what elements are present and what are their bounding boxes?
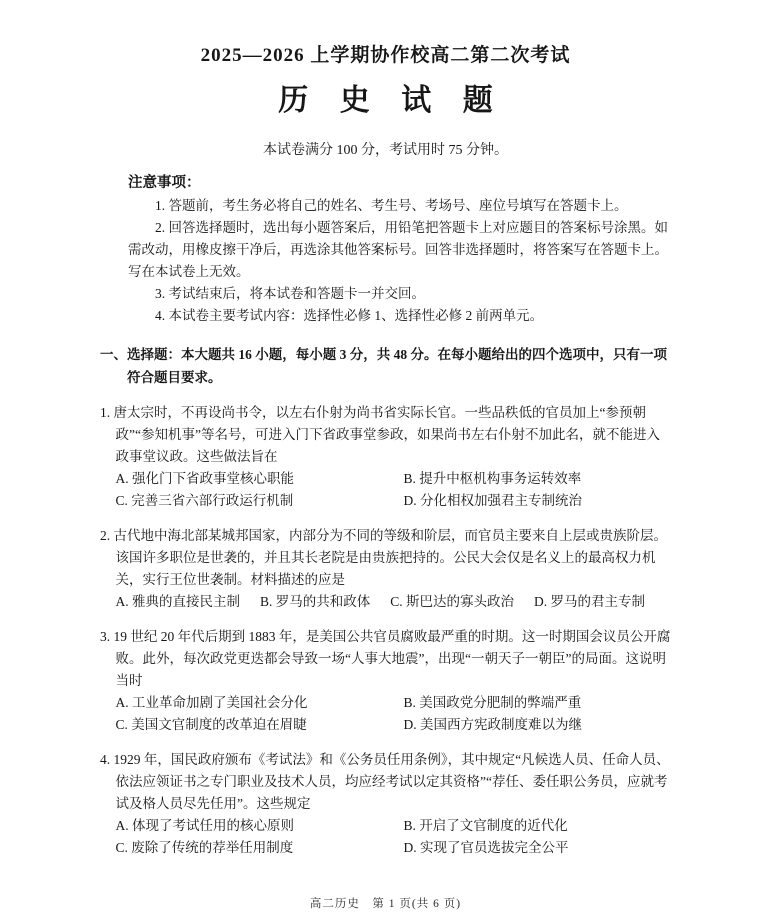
- question-3-option-d: D. 美国西方宪政制度难以为继: [403, 717, 583, 732]
- exam-title: 2025—2026 上学期协作校高二第二次考试: [200, 45, 571, 66]
- question-3: [100, 626, 671, 736]
- question-4-option-b: B. 开启了文官制度的近代化: [403, 818, 568, 833]
- notice-item-1: 1. 答题前，考生务必将自己的姓名、考生号、考场号、座位号填写在答题卡上。: [155, 198, 628, 213]
- question-3-option-b: B. 美国政党分肥制的弊端严重: [403, 695, 582, 710]
- question-1-option-b: B. 提升中枢机构事务运转效率: [403, 471, 582, 486]
- notice-heading: 注意事项：: [128, 175, 201, 191]
- question-2-options: [100, 591, 671, 613]
- question-2-option-c: C. 斯巴达的寡头政治: [390, 594, 515, 609]
- question-4-options: [100, 815, 671, 859]
- notice-item-3: 3. 考试结束后，将本试卷和答题卡一并交回。: [155, 286, 425, 301]
- question-4-stem: 4. 1929 年，国民政府颁布《考试法》和《公务员任用条例》，其中规定“凡候选人员、任命人员、依法应领证书之专门职业及技术人员，均应经考试以定其资格”“荐任、委任职公务员，应就考试及格人员尽先任用”。这些规定: [100, 752, 670, 811]
- subject-title: 历 史 试 题: [278, 84, 505, 117]
- notice-section: [128, 171, 671, 327]
- question-2-stem: 2. 古代地中海北部某城邦国家，内部分为不同的等级和阶层，而官员主要来自上层或贵族阶层。该国许多职位是世袭的，并且其长老院是由贵族把持的。公民大会仅是名义上的最高权力机关，实行王位世袭制。材料描述的应是: [100, 528, 667, 587]
- notice-item-4: 4. 本试卷主要考试内容：选择性必修 1、选择性必修 2 前两单元。: [155, 308, 544, 323]
- question-2-option-b: B. 罗马的共和政体: [260, 594, 371, 609]
- question-1-option-a: A. 强化门下省政事堂核心职能: [115, 471, 295, 486]
- question-3-option-a: A. 工业革命加剧了美国社会分化: [115, 695, 308, 710]
- page-footer: 高二历史 第 1 页(共 6 页): [309, 898, 462, 910]
- question-1-option-c: C. 完善三省六部行政运行机制: [115, 493, 294, 508]
- question-3-stem: 3. 19 世纪 20 年代后期到 1883 年，是美国公共官员腐败最严重的时期。这一时期国会议员公开腐败。此外，每次政党更迭都会导致一场“人事大地震”，出现“一朝天子一朝臣”的局面。这说明当时: [100, 629, 671, 688]
- question-4-option-c: C. 废除了传统的荐举任用制度: [115, 840, 294, 855]
- exam-info: 本试卷满分 100 分，考试用时 75 分钟。: [263, 143, 508, 158]
- question-2-option-a: A. 雅典的直接民主制: [115, 594, 241, 609]
- question-1: [100, 402, 671, 512]
- question-1-options: [100, 468, 671, 512]
- question-1-stem: 1. 唐太宗时，不再设尚书令，以左右仆射为尚书省实际长官。一些品秩低的官员加上“参预朝政”“参知机事”等名号，可进入门下省政事堂参政，如果尚书左右仆射不加此名，就不能进入政事堂议政。这些做法旨在: [100, 405, 660, 464]
- notice-item-2: 2. 回答选择题时，选出每小题答案后，用铅笔把答题卡上对应题目的答案标号涂黑。如需改动，用橡皮擦干净后，再选涂其他答案标号。回答非选择题时，将答案写在答题卡上。写在本试卷上无效。: [128, 220, 668, 279]
- question-4: [100, 749, 671, 859]
- question-2: [100, 525, 671, 613]
- question-3-option-c: C. 美国文官制度的改革迫在眉睫: [115, 717, 307, 732]
- section-one-heading: 一、选择题：本大题共 16 小题，每小题 3 分，共 48 分。在每小题给出的四个选项中，只有一项符合题目要求。: [100, 347, 667, 385]
- question-2-option-d: D. 罗马的君主专制: [534, 594, 646, 609]
- question-4-option-d: D. 实现了官员选拔完全公平: [403, 840, 569, 855]
- question-1-option-d: D. 分化相权加强君主专制统治: [403, 493, 583, 508]
- question-4-option-a: A. 体现了考试任用的核心原则: [115, 818, 295, 833]
- question-3-options: [100, 692, 671, 736]
